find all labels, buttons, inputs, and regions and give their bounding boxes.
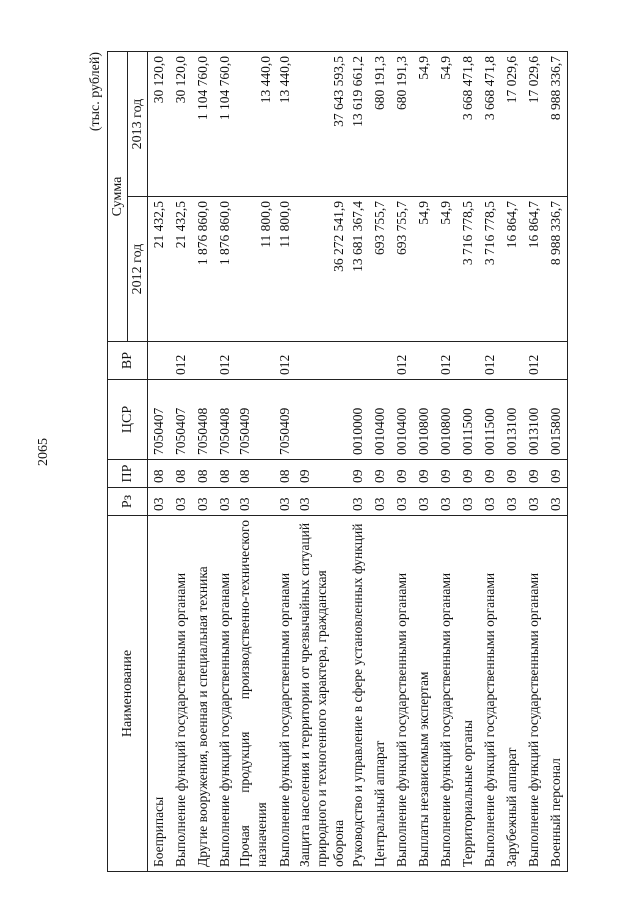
row-2013: 3 668 471,8 bbox=[457, 52, 479, 197]
row-name: Выполнение функций государственными органами bbox=[214, 516, 236, 872]
row-name: Выполнение функций государственными органами bbox=[274, 516, 296, 872]
row-csr: 0010800 bbox=[435, 380, 457, 460]
header-2013: 2013 год bbox=[128, 52, 148, 197]
row-vr: 012 bbox=[214, 342, 236, 380]
row-name: Выполнение функций государственными органами bbox=[170, 516, 192, 872]
row-rz: 03 bbox=[435, 488, 457, 516]
row-csr: 7050408 bbox=[192, 380, 214, 460]
row-2012: 16 864,7 bbox=[523, 197, 545, 342]
table-row bbox=[479, 52, 501, 872]
budget-table bbox=[107, 51, 568, 872]
row-name: Защита населения и территории от чрезвычайных ситуаций природного и техногенного характера, гражданская оборона bbox=[296, 516, 347, 872]
header-vr: ВР bbox=[108, 342, 148, 380]
row-2013: 13 619 661,2 bbox=[347, 52, 369, 197]
row-2013: 30 120,0 bbox=[148, 52, 171, 197]
row-pr: 08 bbox=[236, 460, 274, 488]
row-name: Зарубежный аппарат bbox=[501, 516, 523, 872]
row-pr: 09 bbox=[369, 460, 391, 488]
row-pr: 09 bbox=[501, 460, 523, 488]
row-2013: 37 643 593,5 bbox=[296, 52, 347, 197]
row-pr: 09 bbox=[523, 460, 545, 488]
row-pr: 09 bbox=[347, 460, 369, 488]
row-csr: 0010400 bbox=[369, 380, 391, 460]
header-rz: Рз bbox=[108, 488, 148, 516]
row-csr: 7050407 bbox=[148, 380, 171, 460]
header-name: Наименование bbox=[108, 516, 148, 872]
row-pr: 09 bbox=[435, 460, 457, 488]
row-2012: 3 716 778,5 bbox=[479, 197, 501, 342]
row-2012: 36 272 541,9 bbox=[296, 197, 347, 342]
row-csr: 0011500 bbox=[457, 380, 479, 460]
row-name: Территориальные органы bbox=[457, 516, 479, 872]
row-name: Центральный аппарат bbox=[369, 516, 391, 872]
row-name: Военный персонал bbox=[545, 516, 568, 872]
row-rz: 03 bbox=[369, 488, 391, 516]
row-rz: 03 bbox=[545, 488, 568, 516]
row-name-word: производственно-технического bbox=[237, 520, 252, 700]
table-row bbox=[413, 52, 435, 872]
row-rz: 03 bbox=[347, 488, 369, 516]
row-2012: 11 800,0 bbox=[274, 197, 296, 342]
row-name-line-1 bbox=[236, 520, 253, 867]
header-pr: ПР bbox=[108, 460, 148, 488]
table-row bbox=[192, 52, 214, 872]
row-pr: 09 bbox=[296, 460, 347, 488]
table-row bbox=[274, 52, 296, 872]
table-row bbox=[435, 52, 457, 872]
row-csr: 0011500 bbox=[479, 380, 501, 460]
row-pr: 09 bbox=[391, 460, 413, 488]
table-row bbox=[457, 52, 479, 872]
row-2012: 8 988 336,7 bbox=[545, 197, 568, 342]
row-2013: 13 440,0 bbox=[236, 52, 274, 197]
row-vr bbox=[413, 342, 435, 380]
row-2012: 54,9 bbox=[435, 197, 457, 342]
row-name-word: продукция bbox=[237, 731, 252, 793]
row-vr bbox=[236, 342, 274, 380]
row-2013: 1 104 760,0 bbox=[214, 52, 236, 197]
row-2012: 13 681 367,4 bbox=[347, 197, 369, 342]
row-name: Выполнение функций государственными органами bbox=[479, 516, 501, 872]
row-pr: 08 bbox=[274, 460, 296, 488]
row-vr bbox=[347, 342, 369, 380]
row-2013: 680 191,3 bbox=[391, 52, 413, 197]
row-rz: 03 bbox=[296, 488, 347, 516]
row-2012: 21 432,5 bbox=[148, 197, 171, 342]
table-row bbox=[369, 52, 391, 872]
row-csr: 0010800 bbox=[413, 380, 435, 460]
row-name: Боеприпасы bbox=[148, 516, 171, 872]
row-rz: 03 bbox=[413, 488, 435, 516]
row-vr bbox=[501, 342, 523, 380]
row-2012: 16 864,7 bbox=[501, 197, 523, 342]
row-name: Выплаты независимым экспертам bbox=[413, 516, 435, 872]
row-rz: 03 bbox=[274, 488, 296, 516]
table-row bbox=[296, 52, 347, 872]
row-vr bbox=[192, 342, 214, 380]
row-vr: 012 bbox=[274, 342, 296, 380]
header-sum: Сумма bbox=[108, 52, 128, 342]
row-rz: 03 bbox=[148, 488, 171, 516]
row-2012: 693 755,7 bbox=[391, 197, 413, 342]
row-csr bbox=[296, 380, 347, 460]
row-name-line-2: назначения bbox=[254, 802, 269, 867]
row-2013: 17 029,6 bbox=[523, 52, 545, 197]
row-csr: 0010000 bbox=[347, 380, 369, 460]
row-rz: 03 bbox=[457, 488, 479, 516]
header-2012: 2012 год bbox=[128, 197, 148, 342]
table-row bbox=[391, 52, 413, 872]
row-csr: 0010400 bbox=[391, 380, 413, 460]
row-2013: 8 988 336,7 bbox=[545, 52, 568, 197]
row-name: Выполнение функций государственными органами bbox=[435, 516, 457, 872]
table-row bbox=[148, 52, 171, 872]
row-name: Руководство и управление в сфере установленных функций bbox=[347, 516, 369, 872]
row-pr: 09 bbox=[479, 460, 501, 488]
row-rz: 03 bbox=[501, 488, 523, 516]
row-pr: 08 bbox=[148, 460, 171, 488]
row-vr: 012 bbox=[170, 342, 192, 380]
row-2013: 13 440,0 bbox=[274, 52, 296, 197]
row-2012: 693 755,7 bbox=[369, 197, 391, 342]
row-pr: 08 bbox=[170, 460, 192, 488]
table-row bbox=[236, 52, 274, 872]
row-rz: 03 bbox=[391, 488, 413, 516]
row-2012: 3 716 778,5 bbox=[457, 197, 479, 342]
row-vr bbox=[296, 342, 347, 380]
row-vr: 012 bbox=[435, 342, 457, 380]
row-rz: 03 bbox=[192, 488, 214, 516]
row-2012: 54,9 bbox=[413, 197, 435, 342]
row-name: Выполнение функций государственными органами bbox=[523, 516, 545, 872]
row-rz: 03 bbox=[170, 488, 192, 516]
row-vr: 012 bbox=[479, 342, 501, 380]
row-name bbox=[236, 516, 274, 872]
page-number: 2065 bbox=[36, 438, 51, 466]
row-vr bbox=[369, 342, 391, 380]
rotated-page-content bbox=[85, 52, 563, 872]
row-pr: 09 bbox=[413, 460, 435, 488]
row-pr: 08 bbox=[192, 460, 214, 488]
row-2013: 54,9 bbox=[435, 52, 457, 197]
row-2012: 11 800,0 bbox=[236, 197, 274, 342]
row-name-word: Прочая bbox=[237, 825, 252, 867]
table-row bbox=[501, 52, 523, 872]
row-pr: 08 bbox=[214, 460, 236, 488]
row-2013: 54,9 bbox=[413, 52, 435, 197]
table-row bbox=[523, 52, 545, 872]
row-2012: 1 876 860,0 bbox=[192, 197, 214, 342]
row-2012: 21 432,5 bbox=[170, 197, 192, 342]
row-name: Другие вооружения, военная и специальная техника bbox=[192, 516, 214, 872]
row-rz: 03 bbox=[214, 488, 236, 516]
row-rz: 03 bbox=[479, 488, 501, 516]
row-pr: 09 bbox=[457, 460, 479, 488]
row-csr: 7050407 bbox=[170, 380, 192, 460]
row-csr: 0015800 bbox=[545, 380, 568, 460]
row-csr: 7050408 bbox=[214, 380, 236, 460]
row-csr: 7050409 bbox=[274, 380, 296, 460]
row-2012: 1 876 860,0 bbox=[214, 197, 236, 342]
units-note: (тыс. рублей) bbox=[88, 52, 103, 132]
row-name: Выполнение функций государственными органами bbox=[391, 516, 413, 872]
row-rz: 03 bbox=[523, 488, 545, 516]
row-2013: 1 104 760,0 bbox=[192, 52, 214, 197]
row-2013: 680 191,3 bbox=[369, 52, 391, 197]
table-row bbox=[545, 52, 568, 872]
row-csr: 0013100 bbox=[501, 380, 523, 460]
row-2013: 30 120,0 bbox=[170, 52, 192, 197]
row-vr bbox=[148, 342, 171, 380]
row-rz: 03 bbox=[236, 488, 274, 516]
row-csr: 0013100 bbox=[523, 380, 545, 460]
table-row bbox=[214, 52, 236, 872]
row-pr: 09 bbox=[545, 460, 568, 488]
row-vr: 012 bbox=[391, 342, 413, 380]
header-csr: ЦСР bbox=[108, 380, 148, 460]
table-row bbox=[347, 52, 369, 872]
table-row bbox=[170, 52, 192, 872]
row-csr: 7050409 bbox=[236, 380, 274, 460]
row-vr: 012 bbox=[523, 342, 545, 380]
row-vr bbox=[545, 342, 568, 380]
row-2013: 3 668 471,8 bbox=[479, 52, 501, 197]
row-2013: 17 029,6 bbox=[501, 52, 523, 197]
row-vr bbox=[457, 342, 479, 380]
